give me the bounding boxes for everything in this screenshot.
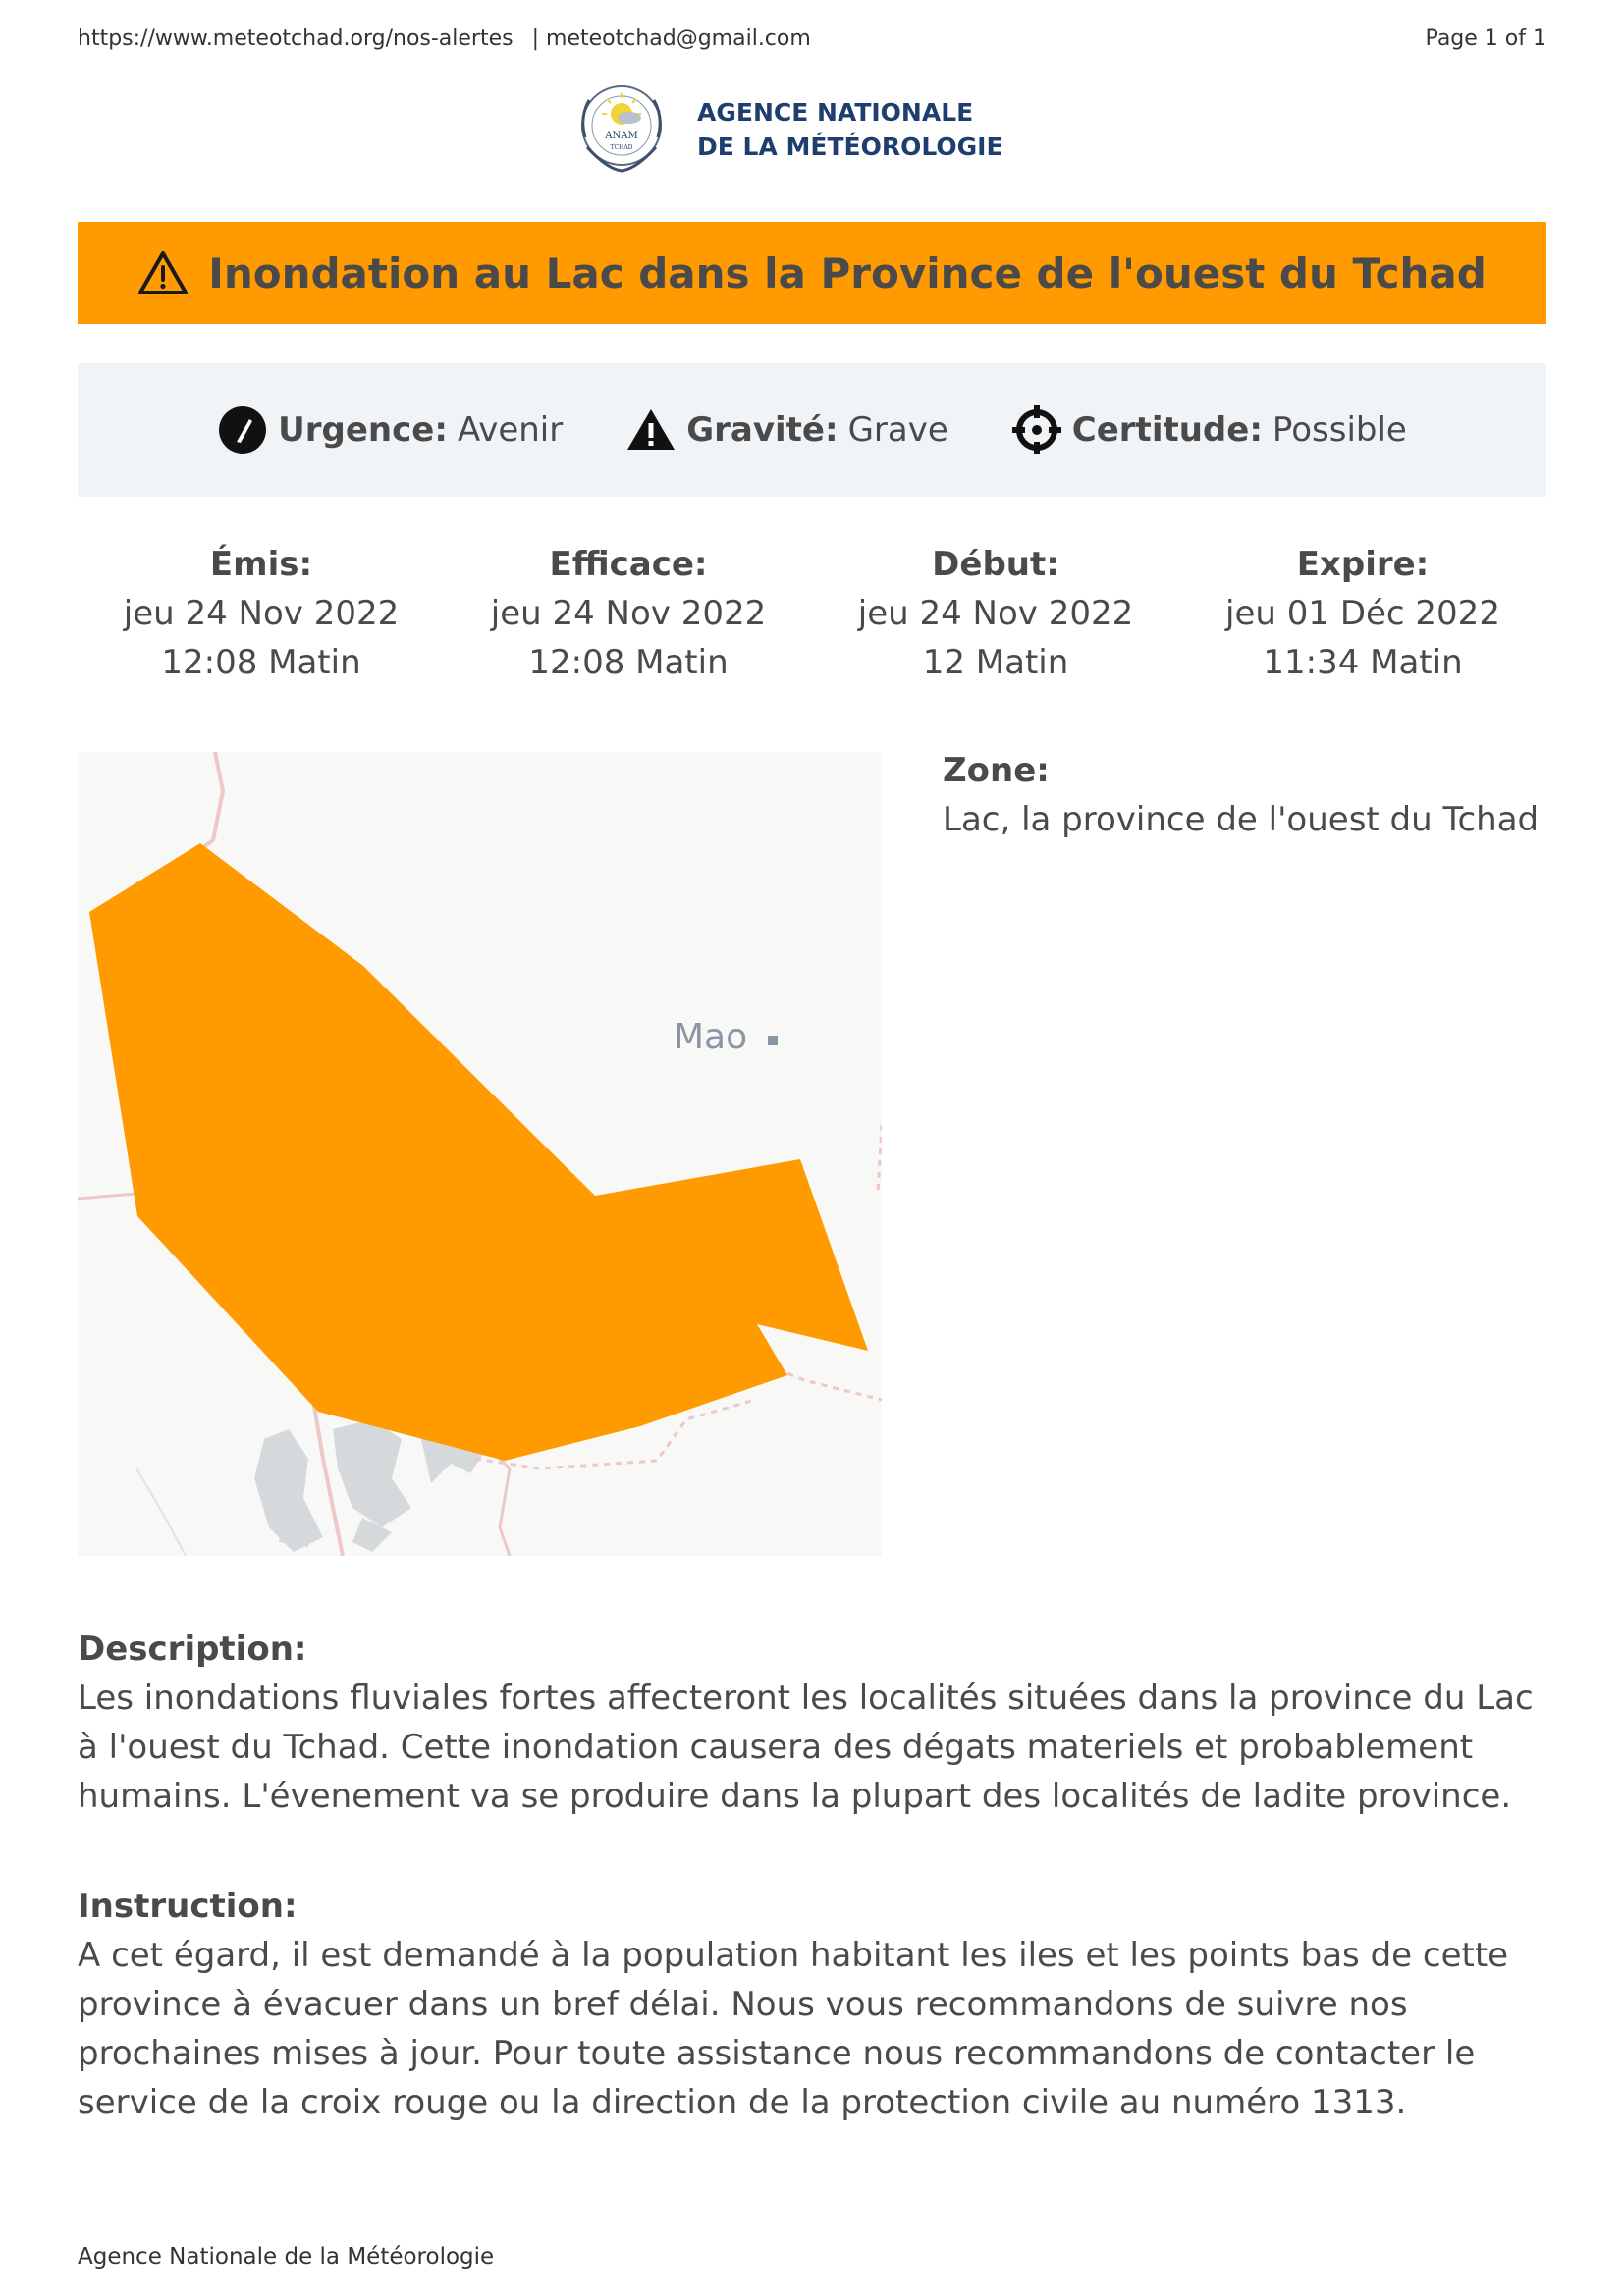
seal-sublabel: TCHAD xyxy=(610,144,633,151)
description-text: Les inondations fluviales fortes affecteront les localités situées dans la province du Lac à l'ouest du Tchad. Cette inondation causera des dégats materiels et probablement humains. L'évenement va se produire dans la plupart des localités de ladite province. xyxy=(78,1679,1534,1816)
city-marker xyxy=(768,1036,778,1045)
date-effective xyxy=(445,540,812,687)
instruction-section xyxy=(78,1882,1550,2127)
date-value: jeu 24 Nov 2022 xyxy=(123,594,400,633)
warning-icon xyxy=(137,249,189,296)
agency-name-line1: AGENCE NATIONALE xyxy=(697,98,974,127)
instruction-label: Instruction: xyxy=(78,1887,298,1926)
page-header xyxy=(78,24,1546,53)
page-number: Page 1 of 1 xyxy=(1425,26,1546,51)
time-value: 12 Matin xyxy=(922,643,1069,682)
zone-label: Zone: xyxy=(943,751,1050,790)
date-label: Émis: xyxy=(209,545,313,584)
city-label: Mao xyxy=(674,1017,748,1057)
anam-seal-icon xyxy=(568,79,676,181)
severity-value: Grave xyxy=(847,410,948,450)
urgency-item xyxy=(217,404,563,455)
exclamation-triangle-icon xyxy=(625,404,677,455)
date-onset xyxy=(812,540,1179,687)
urgency-value: Avenir xyxy=(457,410,564,450)
date-issued xyxy=(78,540,445,687)
alert-title: Inondation au Lac dans la Province de l'ouest du Tchad xyxy=(208,248,1487,297)
page-footer: Agence Nationale de la Météorologie xyxy=(78,2244,495,2269)
certainty-label: Certitude: xyxy=(1071,410,1263,450)
urgency-label: Urgence: xyxy=(278,410,448,450)
zone-value: Lac, la province de l'ouest du Tchad xyxy=(943,800,1540,839)
alert-area-map[interactable] xyxy=(78,752,882,1556)
severity-label: Gravité: xyxy=(686,410,839,450)
severity-item xyxy=(625,404,948,455)
alert-zone-polygon[interactable] xyxy=(89,843,868,1461)
description-section xyxy=(78,1625,1550,1821)
crosshair-icon xyxy=(1011,404,1062,455)
date-value: jeu 24 Nov 2022 xyxy=(857,594,1134,633)
description-label: Description: xyxy=(78,1629,307,1669)
agency-name-line2: DE LA MÉTÉOROLOGIE xyxy=(697,133,1003,161)
seal-label: ANAM xyxy=(605,131,638,141)
date-expires xyxy=(1179,540,1546,687)
certainty-item xyxy=(1011,404,1407,455)
header-email[interactable]: | meteotchad@gmail.com xyxy=(531,26,811,51)
map-canvas xyxy=(78,752,882,1556)
header-left xyxy=(78,27,811,51)
agency-logo xyxy=(568,79,1058,181)
time-value: 12:08 Matin xyxy=(528,643,729,682)
certainty-value: Possible xyxy=(1272,410,1407,450)
zone-section xyxy=(943,746,1551,844)
date-label: Expire: xyxy=(1296,545,1430,584)
instruction-text: A cet égard, il est demandé à la population habitant les iles et les points bas de cette province à évacuer dans un bref délai. Nous vous recommandons de suivre nos prochaines mises à jour. Pour toute assistance nous recommandons de contacter le service de la croix rouge ou la direction de la protection civile au numéro 1313. xyxy=(78,1936,1509,2122)
time-value: 11:34 Matin xyxy=(1263,643,1463,682)
gauge-icon xyxy=(217,404,268,455)
alert-title-bar xyxy=(78,222,1546,324)
dates-row xyxy=(78,540,1546,687)
date-label: Efficace: xyxy=(549,545,708,584)
alert-meta-bar xyxy=(78,363,1546,497)
header-url[interactable]: https://www.meteotchad.org/nos-alertes xyxy=(78,26,514,51)
time-value: 12:08 Matin xyxy=(161,643,361,682)
date-label: Début: xyxy=(932,545,1059,584)
date-value: jeu 24 Nov 2022 xyxy=(490,594,767,633)
date-value: jeu 01 Déc 2022 xyxy=(1225,594,1500,633)
agency-name xyxy=(697,95,1003,164)
